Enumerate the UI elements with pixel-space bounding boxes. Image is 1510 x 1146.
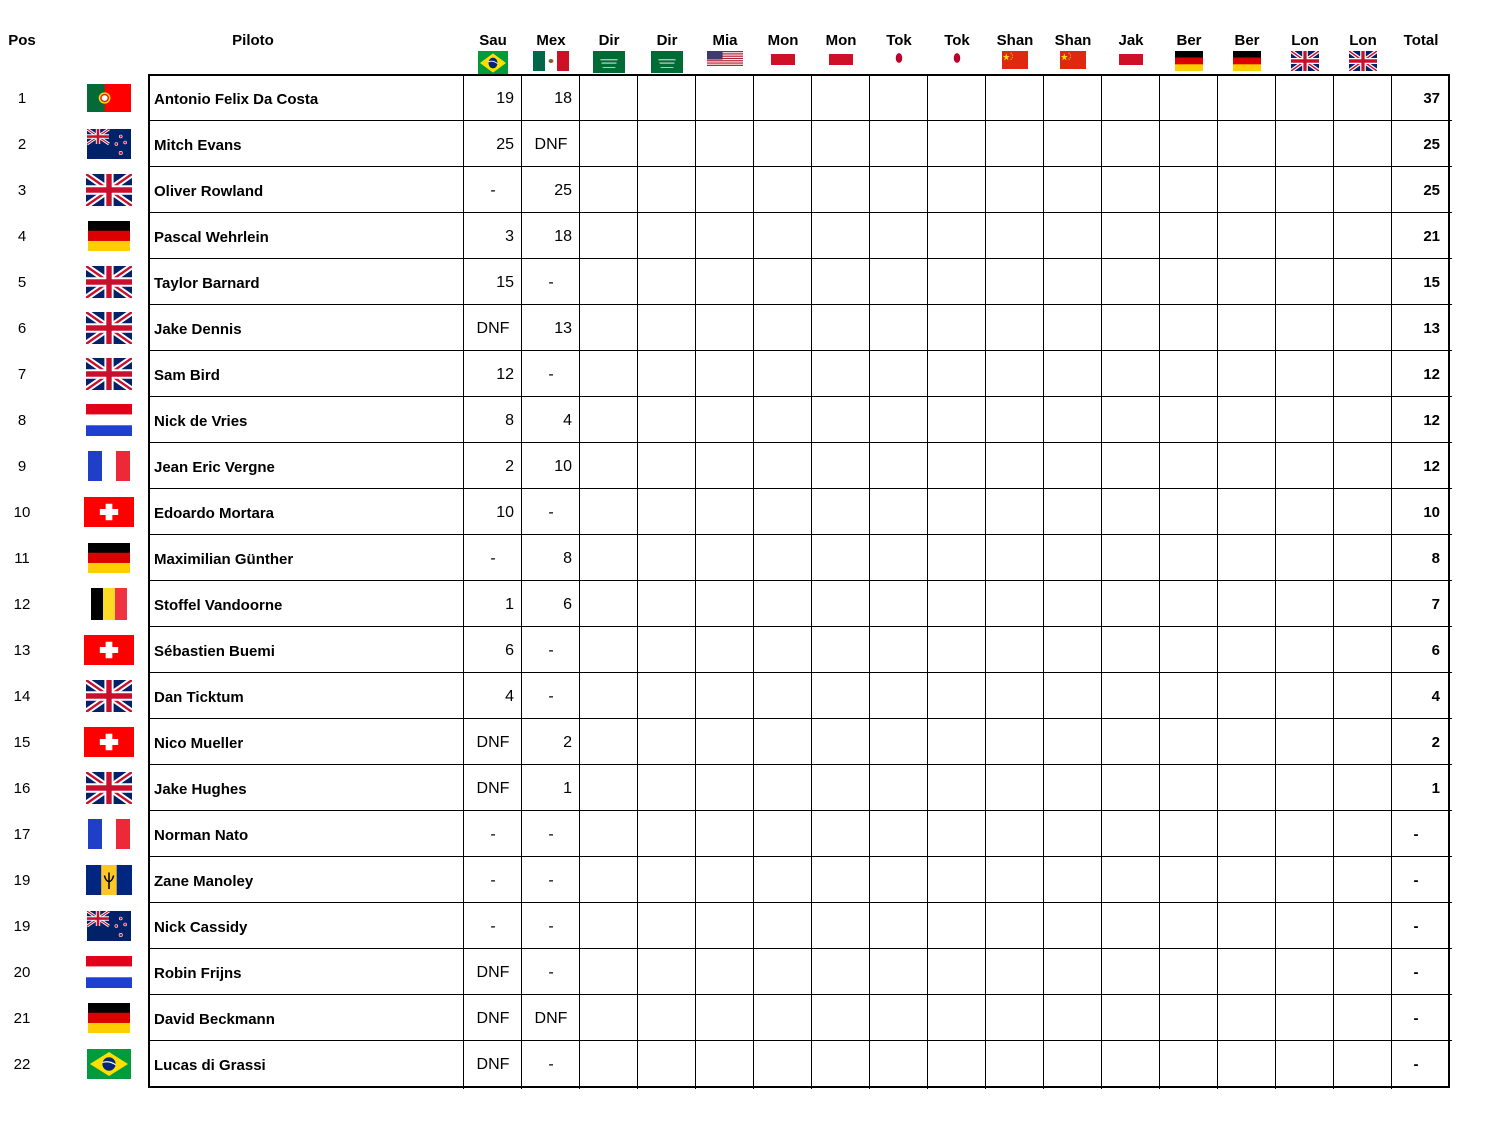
nationality-flag [80, 352, 138, 396]
race-result-mex: - [548, 274, 554, 291]
column-divider [869, 74, 870, 1089]
germany-flag-icon [88, 221, 130, 251]
header-pos: Pos [8, 32, 36, 49]
position: 12 [13, 596, 31, 613]
race-result-sau: - [490, 826, 496, 843]
switzerland-flag-icon [84, 727, 134, 757]
race-label: Ber [1176, 32, 1202, 49]
race-label: Tok [944, 32, 970, 49]
race-result-sau: 10 [496, 504, 514, 521]
race-result-mex: 4 [563, 412, 572, 429]
nationality-flag [80, 306, 138, 350]
race-label: Lon [1349, 32, 1377, 49]
barbados-flag-icon [86, 865, 132, 895]
position: 21 [13, 1010, 31, 1027]
race-result-mex: 25 [554, 182, 572, 199]
nationality-flag [80, 260, 138, 304]
brazil-flag-icon [87, 1049, 131, 1079]
race-result-mex: - [548, 642, 554, 659]
column-divider [1217, 74, 1218, 1089]
total-points: 2 [1431, 734, 1440, 751]
race-label: Mon [767, 32, 799, 49]
nationality-flag [80, 536, 138, 580]
total-points: 25 [1423, 136, 1440, 153]
race-result-mex: - [548, 366, 554, 383]
race-header [1218, 32, 1276, 71]
race-result-mex: 18 [554, 228, 572, 245]
nationality-flag [80, 812, 138, 856]
column-divider [1333, 74, 1334, 1089]
row-divider [148, 994, 1452, 995]
saudi-flag-icon [593, 51, 625, 73]
race-label: Jak [1118, 32, 1144, 49]
position: 16 [13, 780, 31, 797]
column-divider [463, 74, 464, 1089]
race-result-sau: 12 [496, 366, 514, 383]
column-divider [1159, 74, 1160, 1089]
race-result-mex: - [548, 688, 554, 705]
race-result-sau: - [490, 872, 496, 889]
race-result-mex: - [548, 1056, 554, 1073]
total-points: - [1413, 1056, 1419, 1073]
race-result-mex: 13 [554, 320, 572, 337]
race-result-mex: - [548, 964, 554, 981]
nationality-flag [80, 582, 138, 626]
total-points: 13 [1423, 320, 1440, 337]
position: 7 [17, 366, 27, 383]
column-divider [1391, 74, 1392, 1089]
race-result-mex: 10 [554, 458, 572, 475]
driver-name: Robin Frijns [154, 965, 242, 982]
race-result-mex: 8 [563, 550, 572, 567]
row-divider [148, 396, 1452, 397]
position: 13 [13, 642, 31, 659]
race-result-sau: 2 [505, 458, 514, 475]
race-header [1044, 32, 1102, 69]
driver-name: Edoardo Mortara [154, 505, 275, 522]
total-points: 6 [1431, 642, 1440, 659]
column-divider [811, 74, 812, 1089]
germany-flag-icon [88, 543, 130, 573]
japan-flag-icon [892, 51, 906, 65]
total-points: - [1413, 826, 1419, 843]
nationality-flag [80, 168, 138, 212]
race-result-mex: 2 [563, 734, 572, 751]
race-result-mex: DNF [534, 1010, 568, 1027]
driver-name: Pascal Wehrlein [154, 229, 269, 246]
row-divider [148, 902, 1452, 903]
race-result-sau: DNF [476, 1010, 510, 1027]
total-points: 10 [1423, 504, 1440, 521]
germany-flag-icon [88, 1003, 130, 1033]
race-header [1334, 32, 1392, 71]
column-divider [521, 74, 522, 1089]
header-piloto: Piloto [232, 32, 274, 49]
position: 22 [13, 1056, 31, 1073]
belgium-flag-icon [91, 588, 127, 620]
netherlands-flag-icon [86, 404, 132, 436]
uk-flag-icon [86, 358, 132, 390]
total-points: 12 [1423, 412, 1440, 429]
driver-name: Stoffel Vandoorne [154, 597, 283, 614]
driver-name: Nick Cassidy [154, 919, 248, 936]
race-result-sau: DNF [476, 1056, 510, 1073]
total-points: - [1413, 1010, 1419, 1027]
column-divider [579, 74, 580, 1089]
position: 8 [17, 412, 27, 429]
position: 3 [17, 182, 27, 199]
nationality-flag [80, 76, 138, 120]
nationality-flag [80, 766, 138, 810]
new-zealand-flag-icon [87, 129, 131, 159]
race-result-sau: 15 [496, 274, 514, 291]
nationality-flag [80, 214, 138, 258]
nationality-flag [80, 444, 138, 488]
row-divider [148, 718, 1452, 719]
total-points: - [1413, 872, 1419, 889]
driver-name: Sam Bird [154, 367, 220, 384]
race-header [870, 32, 928, 65]
france-flag-icon [88, 819, 130, 849]
race-result-mex: - [548, 872, 554, 889]
position: 15 [13, 734, 31, 751]
race-header [522, 32, 580, 71]
race-result-sau: DNF [476, 964, 510, 981]
total-points: 1 [1431, 780, 1440, 797]
race-result-mex: - [548, 504, 554, 521]
germany-flag-icon [1175, 51, 1203, 71]
row-divider [148, 856, 1452, 857]
indonesia-flag-icon [1119, 53, 1143, 65]
uk-flag-icon [86, 266, 132, 298]
position: 6 [17, 320, 27, 337]
nationality-flag [80, 1042, 138, 1086]
total-points: 25 [1423, 182, 1440, 199]
column-divider [637, 74, 638, 1089]
position: 4 [17, 228, 27, 245]
uk-flag-icon [86, 174, 132, 206]
driver-name: Mitch Evans [154, 137, 242, 154]
nationality-flag [80, 490, 138, 534]
column-divider [1043, 74, 1044, 1089]
race-header [638, 32, 696, 73]
position: 11 [14, 550, 30, 567]
germany-flag-icon [1233, 51, 1261, 71]
driver-name: Sébastien Buemi [154, 643, 275, 660]
total-points: 12 [1423, 458, 1440, 475]
race-label: Dir [598, 32, 620, 49]
race-label: Shan [996, 32, 1034, 49]
position: 5 [17, 274, 27, 291]
driver-name: Antonio Felix Da Costa [154, 91, 319, 108]
race-result-mex: 18 [554, 90, 572, 107]
total-points: 4 [1431, 688, 1440, 705]
column-divider [1275, 74, 1276, 1089]
race-result-sau: - [490, 918, 496, 935]
nationality-flag [80, 398, 138, 442]
nationality-flag [80, 674, 138, 718]
position: 2 [17, 136, 27, 153]
driver-name: Dan Ticktum [154, 689, 244, 706]
column-divider [753, 74, 754, 1089]
total-points: 12 [1423, 366, 1440, 383]
race-result-sau: 19 [496, 90, 514, 107]
driver-name: Norman Nato [154, 827, 249, 844]
row-divider [148, 442, 1452, 443]
row-divider [148, 212, 1452, 213]
nationality-flag [80, 628, 138, 672]
row-divider [148, 948, 1452, 949]
nationality-flag [80, 950, 138, 994]
driver-name: David Beckmann [154, 1011, 275, 1028]
race-result-sau: DNF [476, 780, 510, 797]
driver-name: Jake Hughes [154, 781, 247, 798]
driver-name: Jake Dennis [154, 321, 242, 338]
row-divider [148, 580, 1452, 581]
row-divider [148, 1040, 1452, 1041]
row-divider [148, 350, 1452, 351]
race-result-mex: - [548, 826, 554, 843]
race-result-sau: 4 [505, 688, 514, 705]
column-divider [985, 74, 986, 1089]
uk-flag-icon [86, 772, 132, 804]
row-divider [148, 488, 1452, 489]
row-divider [148, 166, 1452, 167]
row-divider [148, 626, 1452, 627]
japan-flag-icon [950, 51, 964, 65]
position: 9 [17, 458, 27, 475]
new-zealand-flag-icon [87, 911, 131, 941]
column-divider [695, 74, 696, 1089]
position: 17 [13, 826, 31, 843]
race-result-mex: DNF [534, 136, 568, 153]
race-label: Mia [712, 32, 738, 49]
total-points: 37 [1423, 90, 1440, 107]
total-points: 21 [1423, 228, 1440, 245]
total-points: 15 [1423, 274, 1440, 291]
netherlands-flag-icon [86, 956, 132, 988]
driver-name: Taylor Barnard [154, 275, 260, 292]
column-divider [1101, 74, 1102, 1089]
race-result-sau: 3 [505, 228, 514, 245]
race-result-sau: DNF [476, 320, 510, 337]
switzerland-flag-icon [84, 497, 134, 527]
header-total: Total [1403, 32, 1439, 49]
china-flag-icon [1060, 51, 1086, 69]
race-header [464, 32, 522, 75]
race-label: Dir [656, 32, 678, 49]
nationality-flag [80, 858, 138, 902]
race-result-sau: - [490, 182, 496, 199]
race-label: Sau [479, 32, 507, 49]
nationality-flag [80, 996, 138, 1040]
uk-flag-icon [86, 312, 132, 344]
driver-name: Zane Manoley [154, 873, 254, 890]
uk-flag-icon [1349, 51, 1377, 71]
column-divider [927, 74, 928, 1089]
race-result-sau: 25 [496, 136, 514, 153]
driver-name: Maximilian Günther [154, 551, 294, 568]
row-divider [148, 534, 1452, 535]
driver-name: Jean Eric Vergne [154, 459, 275, 476]
row-divider [148, 672, 1452, 673]
driver-name: Oliver Rowland [154, 183, 264, 200]
switzerland-flag-icon [84, 635, 134, 665]
race-result-sau: 1 [505, 596, 514, 613]
race-result-mex: 1 [563, 780, 572, 797]
total-points: 7 [1431, 596, 1440, 613]
race-label: Mex [536, 32, 566, 49]
race-header [812, 32, 870, 65]
france-flag-icon [88, 451, 130, 481]
race-label: Ber [1234, 32, 1260, 49]
race-result-sau: 6 [505, 642, 514, 659]
race-header [696, 32, 754, 67]
race-label: Lon [1291, 32, 1319, 49]
row-divider [148, 304, 1452, 305]
race-result-sau: 8 [505, 412, 514, 429]
position: 19 [13, 918, 31, 935]
race-result-mex: - [548, 918, 554, 935]
monaco-flag-icon [829, 53, 853, 65]
usa-flag-icon [707, 51, 743, 67]
nationality-flag [80, 720, 138, 764]
position: 20 [13, 964, 31, 981]
brazil-flag-icon [478, 51, 508, 75]
driver-name: Nick de Vries [154, 413, 248, 430]
china-flag-icon [1002, 51, 1028, 69]
race-header [754, 32, 812, 65]
row-divider [148, 810, 1452, 811]
race-header [1160, 32, 1218, 71]
total-points: - [1413, 918, 1419, 935]
nationality-flag [80, 904, 138, 948]
row-divider [148, 120, 1452, 121]
saudi-flag-icon [651, 51, 683, 73]
driver-name: Nico Mueller [154, 735, 244, 752]
total-points: 8 [1431, 550, 1440, 567]
nationality-flag [80, 122, 138, 166]
portugal-flag-icon [87, 84, 131, 112]
race-header [1102, 32, 1160, 65]
race-header [1276, 32, 1334, 71]
race-header [580, 32, 638, 73]
driver-name: Lucas di Grassi [154, 1057, 266, 1074]
race-label: Tok [886, 32, 912, 49]
race-result-sau: DNF [476, 734, 510, 751]
mexico-flag-icon [533, 51, 569, 71]
uk-flag-icon [86, 680, 132, 712]
monaco-flag-icon [771, 53, 795, 65]
race-result-sau: - [490, 550, 496, 567]
total-points: - [1413, 964, 1419, 981]
race-header [928, 32, 986, 65]
position: 19 [13, 872, 31, 889]
position: 14 [13, 688, 31, 705]
race-label: Mon [825, 32, 857, 49]
race-label: Shan [1054, 32, 1092, 49]
position: 10 [13, 504, 31, 521]
row-divider [148, 258, 1452, 259]
row-divider [148, 764, 1452, 765]
position: 1 [17, 90, 27, 107]
race-header [986, 32, 1044, 69]
race-result-mex: 6 [563, 596, 572, 613]
uk-flag-icon [1291, 51, 1319, 71]
